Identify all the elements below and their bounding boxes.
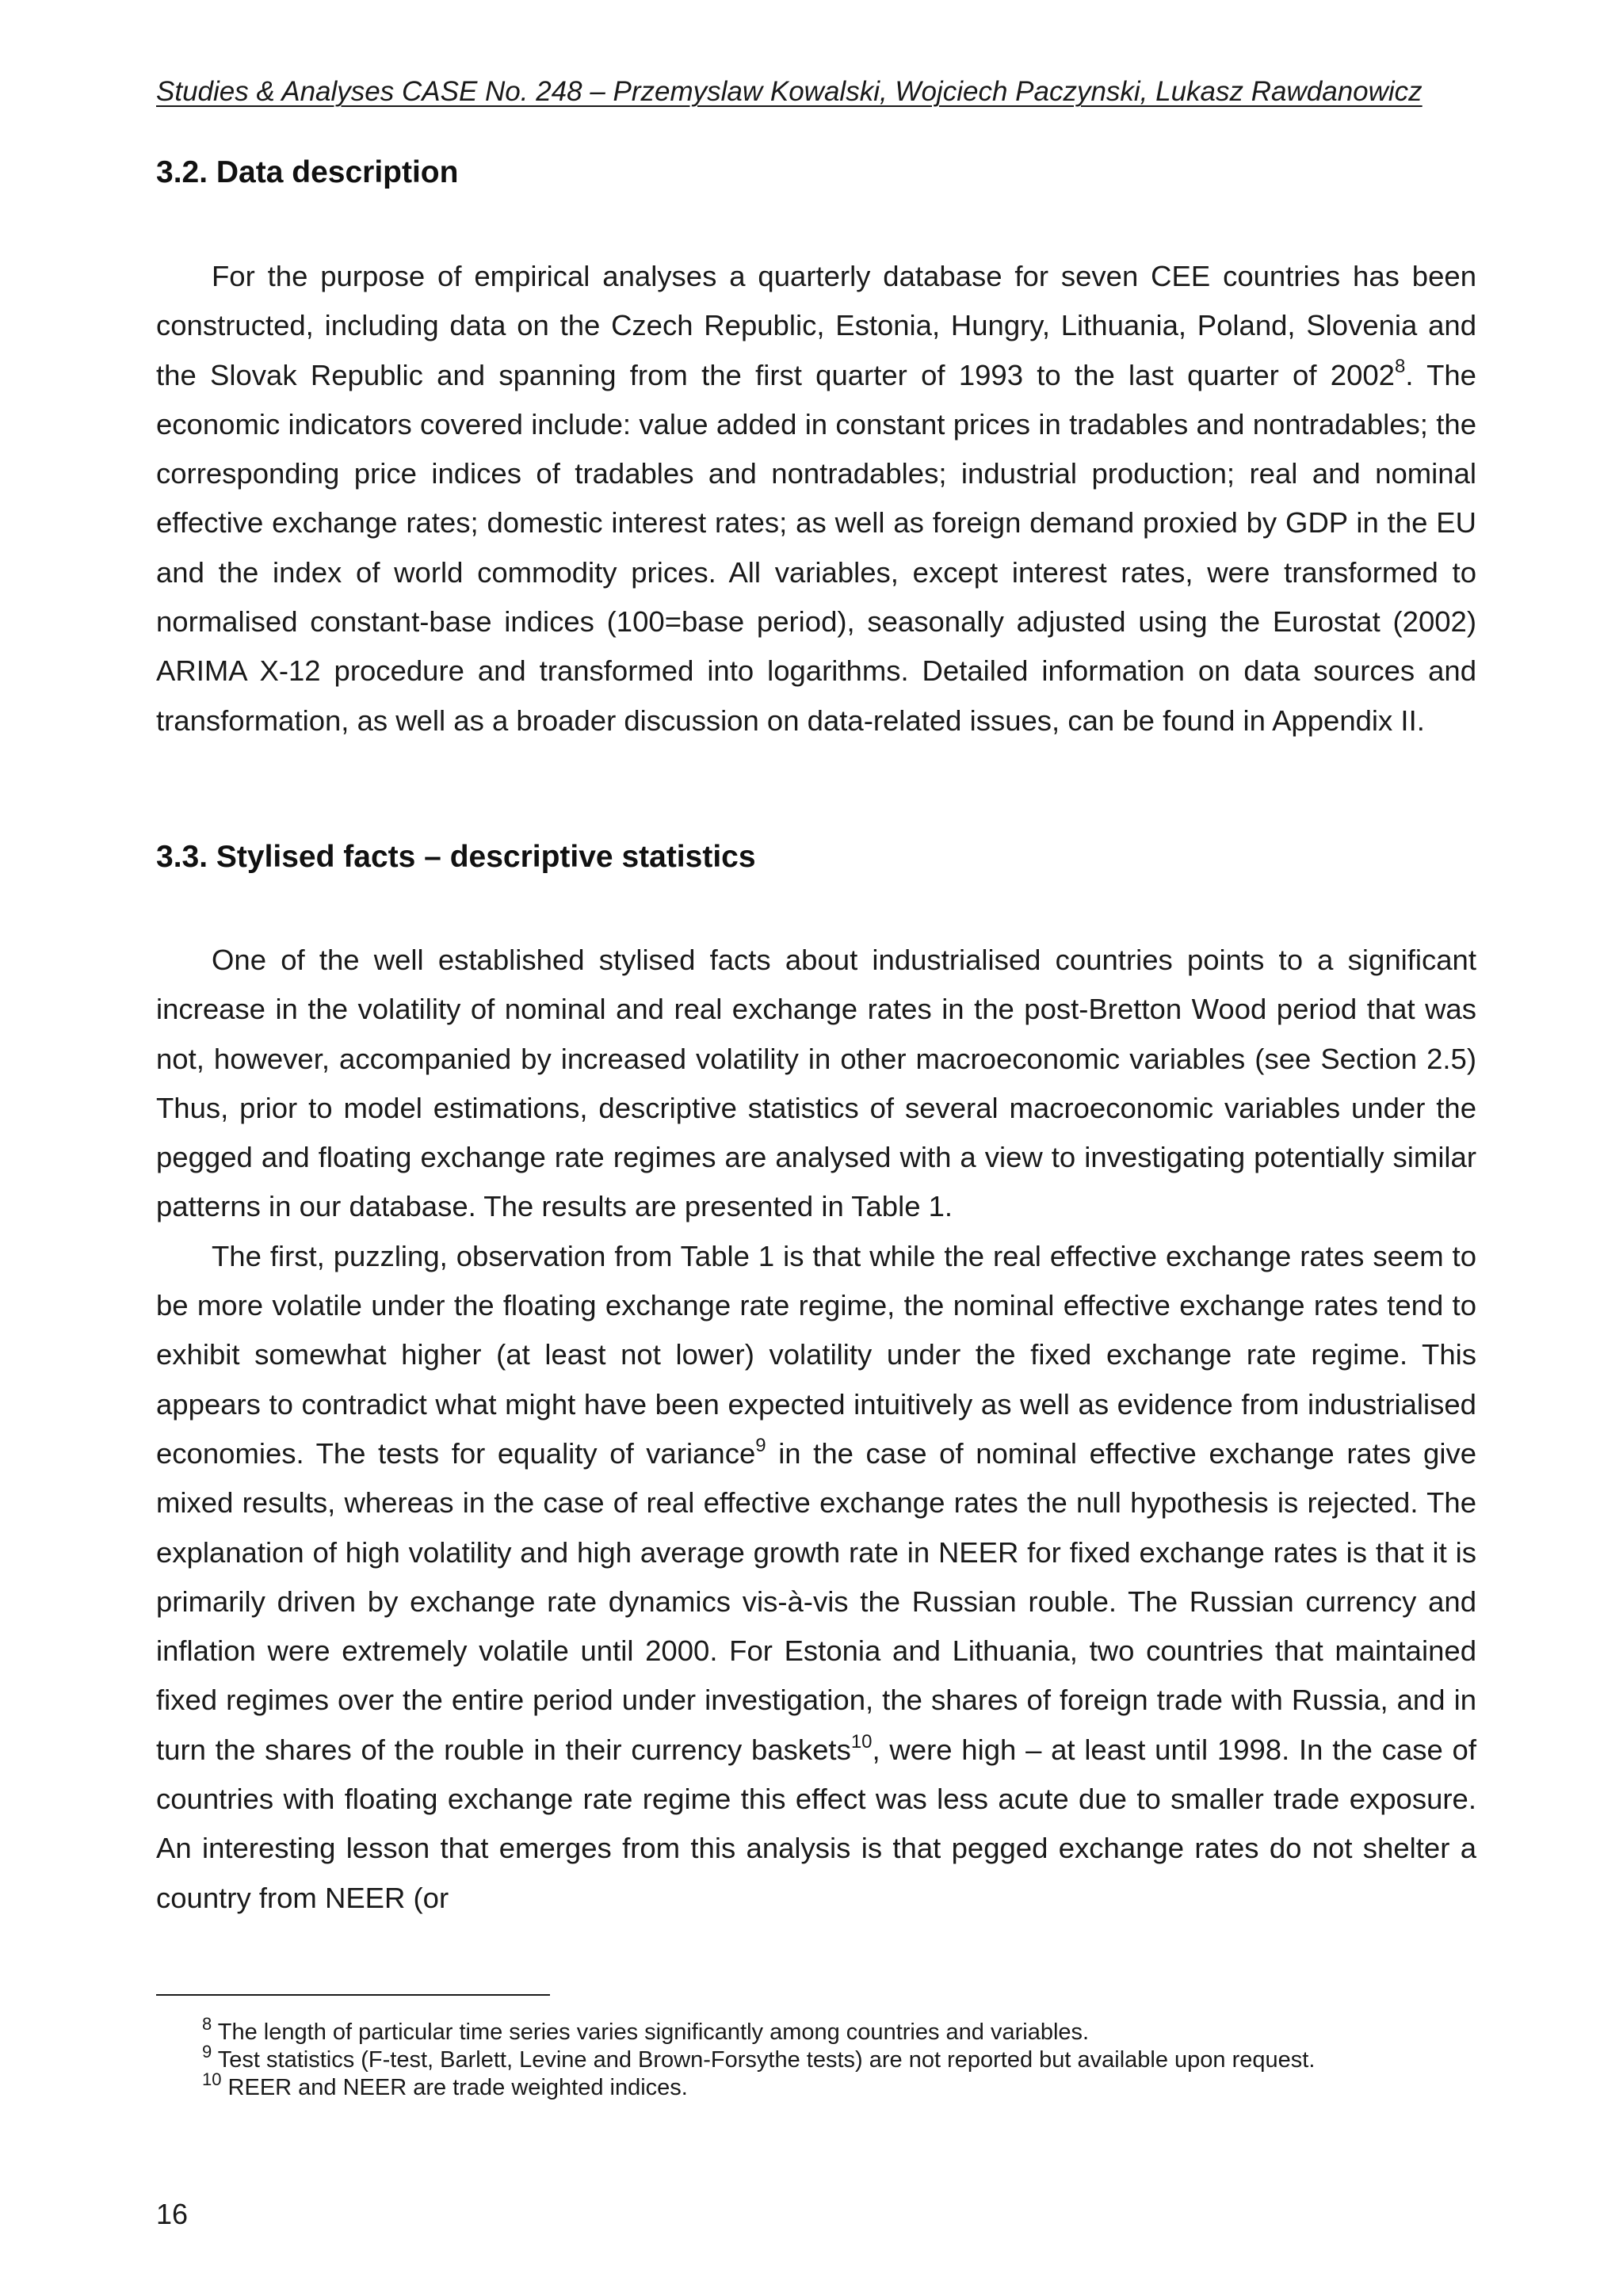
- footnote-ref-10: 10: [850, 1730, 873, 1753]
- section-body-data-description: [156, 252, 1476, 746]
- paragraph: [156, 1232, 1476, 1923]
- paragraph: [156, 252, 1476, 746]
- paragraph-text: For the purpose of empirical analyses a quarterly database for seven CEE countries has been constructed, including data on the Czech Republic, Estonia, Hungry, Lithuania, Poland, Slovenia and the Slovak Republic and spanning from the first quarter of 1993 to the last quarter of 2002: [156, 260, 1476, 391]
- footnote-ref-8: 8: [1394, 356, 1406, 378]
- footnote-10: [202, 2069, 1486, 2102]
- footnote-text: The length of particular time series varies significantly among countries and variables.: [212, 2019, 1090, 2045]
- footnote-number: 9: [202, 2042, 212, 2062]
- section-heading-stylised-facts: 3.3. Stylised facts – descriptive statistics: [156, 840, 756, 874]
- paragraph-text: The first, puzzling, observation from Table 1 is that while the real effective exchange rates seem to be more volatile under the floating exchange rate regime, the nominal effective exchange rates tend to exhibit somewhat higher (at least not lower) volatility under the fixed exchange rate regime. This appears to contradict what might have been expected intuitively as well as evidence from industrialised economies. The tests for equality of variance: [156, 1239, 1476, 1470]
- running-header: Studies & Analyses CASE No. 248 – Przemyslaw Kowalski, Wojciech Paczynski, Lukasz Rawdanowicz: [156, 76, 1423, 107]
- footnote-9: [202, 2042, 1486, 2074]
- footnote-text: REER and NEER are trade weighted indices.: [221, 2075, 688, 2100]
- paragraph: One of the well established stylised facts about industrialised countries points to a significant increase in the volatility of nominal and real exchange rates in the post-Bretton Wood period that was not, however, accompanied by increased volatility in other macroeconomic variables (see Section 2.5) Thus, prior to model estimations, descriptive statistics of several macroeconomic variables under the pegged and floating exchange rate regimes are analysed with a view to investigating potentially similar patterns in our database. The results are presented in Table 1.: [156, 944, 1476, 1223]
- footnote-8: [202, 2014, 1486, 2046]
- section-heading-data-description: 3.2. Data description: [156, 155, 459, 189]
- footnote-text: Test statistics (F-test, Barlett, Levine and Brown-Forsythe tests) are not reported but available upon request.: [212, 2047, 1316, 2073]
- section-body-stylised-facts: [156, 936, 1476, 1923]
- footnote-separator: [156, 1994, 550, 1996]
- paragraph-text: in the case of nominal effective exchange rates give mixed results, whereas in the case of real effective exchange rates the null hypothesis is rejected. The explanation of high volatility and high average growth rate in NEER for fixed exchange rates is that it is primarily driven by exchange rate dynamics vis-à-vis the Russian rouble. The Russian currency and inflation were extremely volatile until 2000. For Estonia and Lithuania, two countries that maintained fixed regimes over the entire period under investigation, the shares of foreign trade with Russia, and in turn the shares of the rouble in their currency baskets: [156, 1436, 1476, 1766]
- paragraph-text: . The economic indicators covered include: value added in constant prices in tradables and nontradables; the corresponding price indices of tradables and nontradables; industrial production; real and nominal effective exchange rates; domestic interest rates; as well as foreign demand proxied by GDP in the EU and the index of world commodity prices. All variables, except interest rates, were transformed to normalised constant-base indices (100=base period), seasonally adjusted using the Eurostat (2002) ARIMA X-12 procedure and transformed into logarithms. Detailed information on data sources and transformation, as well as a broader discussion on data-related issues, can be found in Appendix II.: [156, 358, 1476, 737]
- footnote-number: 8: [202, 2014, 212, 2035]
- footnote-number: 10: [202, 2069, 222, 2090]
- footnotes: [202, 2014, 1486, 2102]
- paragraph-text: , were high – at least until 1998. In the case of countries with floating exchange rate regime this effect was less acute due to smaller trade exposure. An interesting lesson that emerges from this analysis is that pegged exchange rates do not shelter a country from NEER (or: [156, 1733, 1476, 1914]
- page-number: 16: [156, 2198, 189, 2230]
- footnote-ref-9: 9: [755, 1434, 766, 1456]
